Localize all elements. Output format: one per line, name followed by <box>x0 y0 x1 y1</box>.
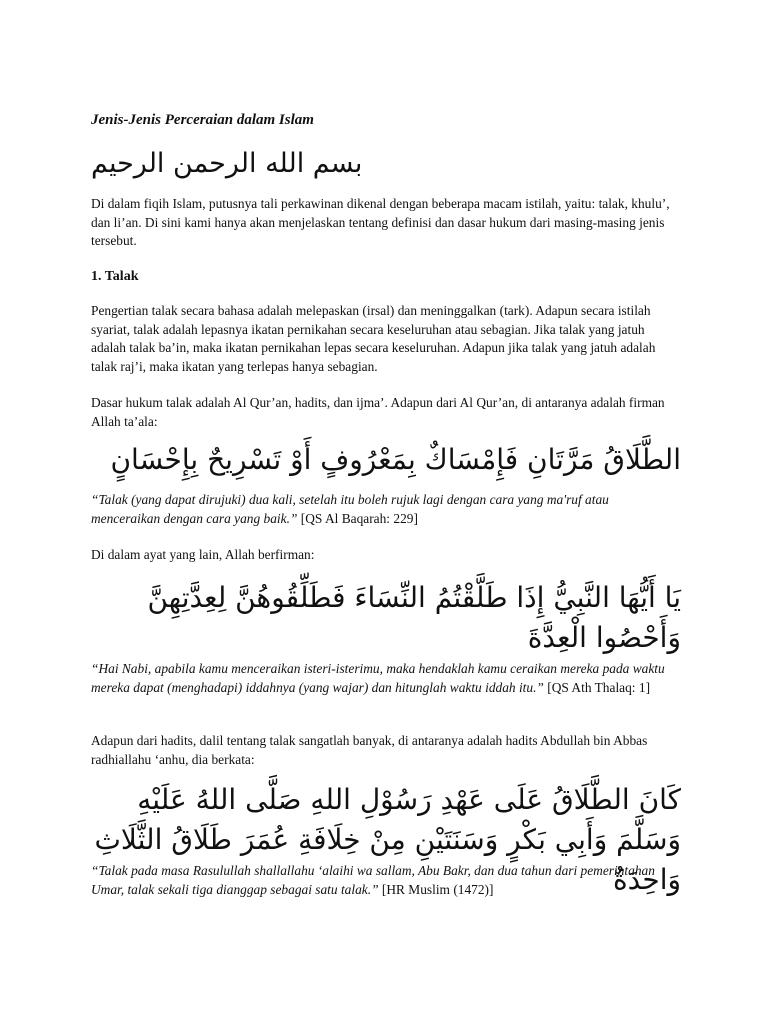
ayah-thalaq-1: يَا أَيُّهَا النَّبِيُّ إِذَا طَلَّقْتُمُ النِّسَاءَ فَطَلِّقُوهُنَّ لِعِدَّتِهِنَّ وَأَحْصُوا الْعِدَّةَ <box>147 581 681 654</box>
ayah-baqarah-229: الطَّلَاقُ مَرَّتَانِ فَإِمْسَاكٌ بِمَعْرُوفٍ أَوْ تَسْرِيحٌ بِإِحْسَانٍ <box>110 443 681 476</box>
basmala-text: بسم الله الرحمن الرحيم <box>91 148 363 179</box>
quote-hadith-text: “Talak pada masa Rasulullah shallallahu ‘alaihi wa sallam, Abu Bakr, dan dua tahun dari pemerintahan Umar, talak sekali tiga dianggap sebagai satu talak.” <box>91 863 655 897</box>
quote-thalaq-text: “Hai Nabi, apabila kamu menceraikan isteri-isterimu, maka hendaklah kamu ceraikan mereka pada waktu mereka dapat (menghadapi) iddahnya (yang wajar) dan hitunglah waktu iddah itu.” <box>91 661 665 695</box>
quote-baqarah-text: “Talak (yang dapat dirujuki) dua kali, setelah itu boleh rujuk lagi dengan cara yang ma'ruf atau menceraikan dengan cara yang baik.” <box>91 492 609 526</box>
document-title: Jenis-Jenis Perceraian dalam Islam <box>91 112 314 128</box>
other-ayah-intro: Di dalam ayat yang lain, Allah berfirman: <box>91 547 315 562</box>
section-heading-talak: 1. Talak <box>91 269 139 284</box>
quote-hadith-translation <box>91 862 681 899</box>
talak-definition-paragraph: Pengertian talak secara bahasa adalah melepaskan (irsal) dan meninggalkan (tark). Adapun secara istilah syariat, talak adalah lepasnya ikatan pernikahan secara keseluruhan atau sebagian. Jika talak yang jatuh adalah talak ba’in, maka ikatan pernikahan lepas secara keseluruhan. Adapun jika talak yang jatuh adalah talak raj’i, maka ikatan yang terlepas hanya sebagian. <box>91 303 656 374</box>
talak-legal-basis-paragraph: Dasar hukum talak adalah Al Qur’an, hadits, dan ijma’. Adapun dari Al Qur’an, di antaranya adalah firman Allah ta’ala: <box>91 395 665 429</box>
quote-thalaq-translation <box>91 660 681 697</box>
quote-hadith-reference: [HR Muslim (1472)] <box>381 881 494 897</box>
quote-baqarah-translation <box>91 491 681 528</box>
quote-thalaq-reference: [QS Ath Thalaq: 1] <box>547 679 651 695</box>
hadith-ibn-abbas: كَانَ الطَّلَاقُ عَلَى عَهْدِ رَسُوْلِ اللهِ صَلَّى اللهُ عَلَيْهِ وَسَلَّمَ وَأَبِي بَكْرٍ وَسَنَتَيْنِ مِنْ خِلَافَةِ عُمَرَ طَلَاقُ الثَّلَاثِ وَاحِدَةٌ <box>94 783 681 896</box>
intro-paragraph: Di dalam fiqih Islam, putusnya tali perkawinan dikenal dengan beberapa macam istilah, yaitu: talak, khulu’, dan li’an. Di sini kami hanya akan menjelaskan tentang definisi dan dasar hukum dari masing-masing jenis tersebut. <box>91 196 670 248</box>
quote-baqarah-reference: [QS Al Baqarah: 229] <box>300 510 418 526</box>
hadith-intro-paragraph: Adapun dari hadits, dalil tentang talak sangatlah banyak, di antaranya adalah hadits Abdullah bin Abbas radhiallahu ‘anhu, dia berkata: <box>91 733 648 767</box>
